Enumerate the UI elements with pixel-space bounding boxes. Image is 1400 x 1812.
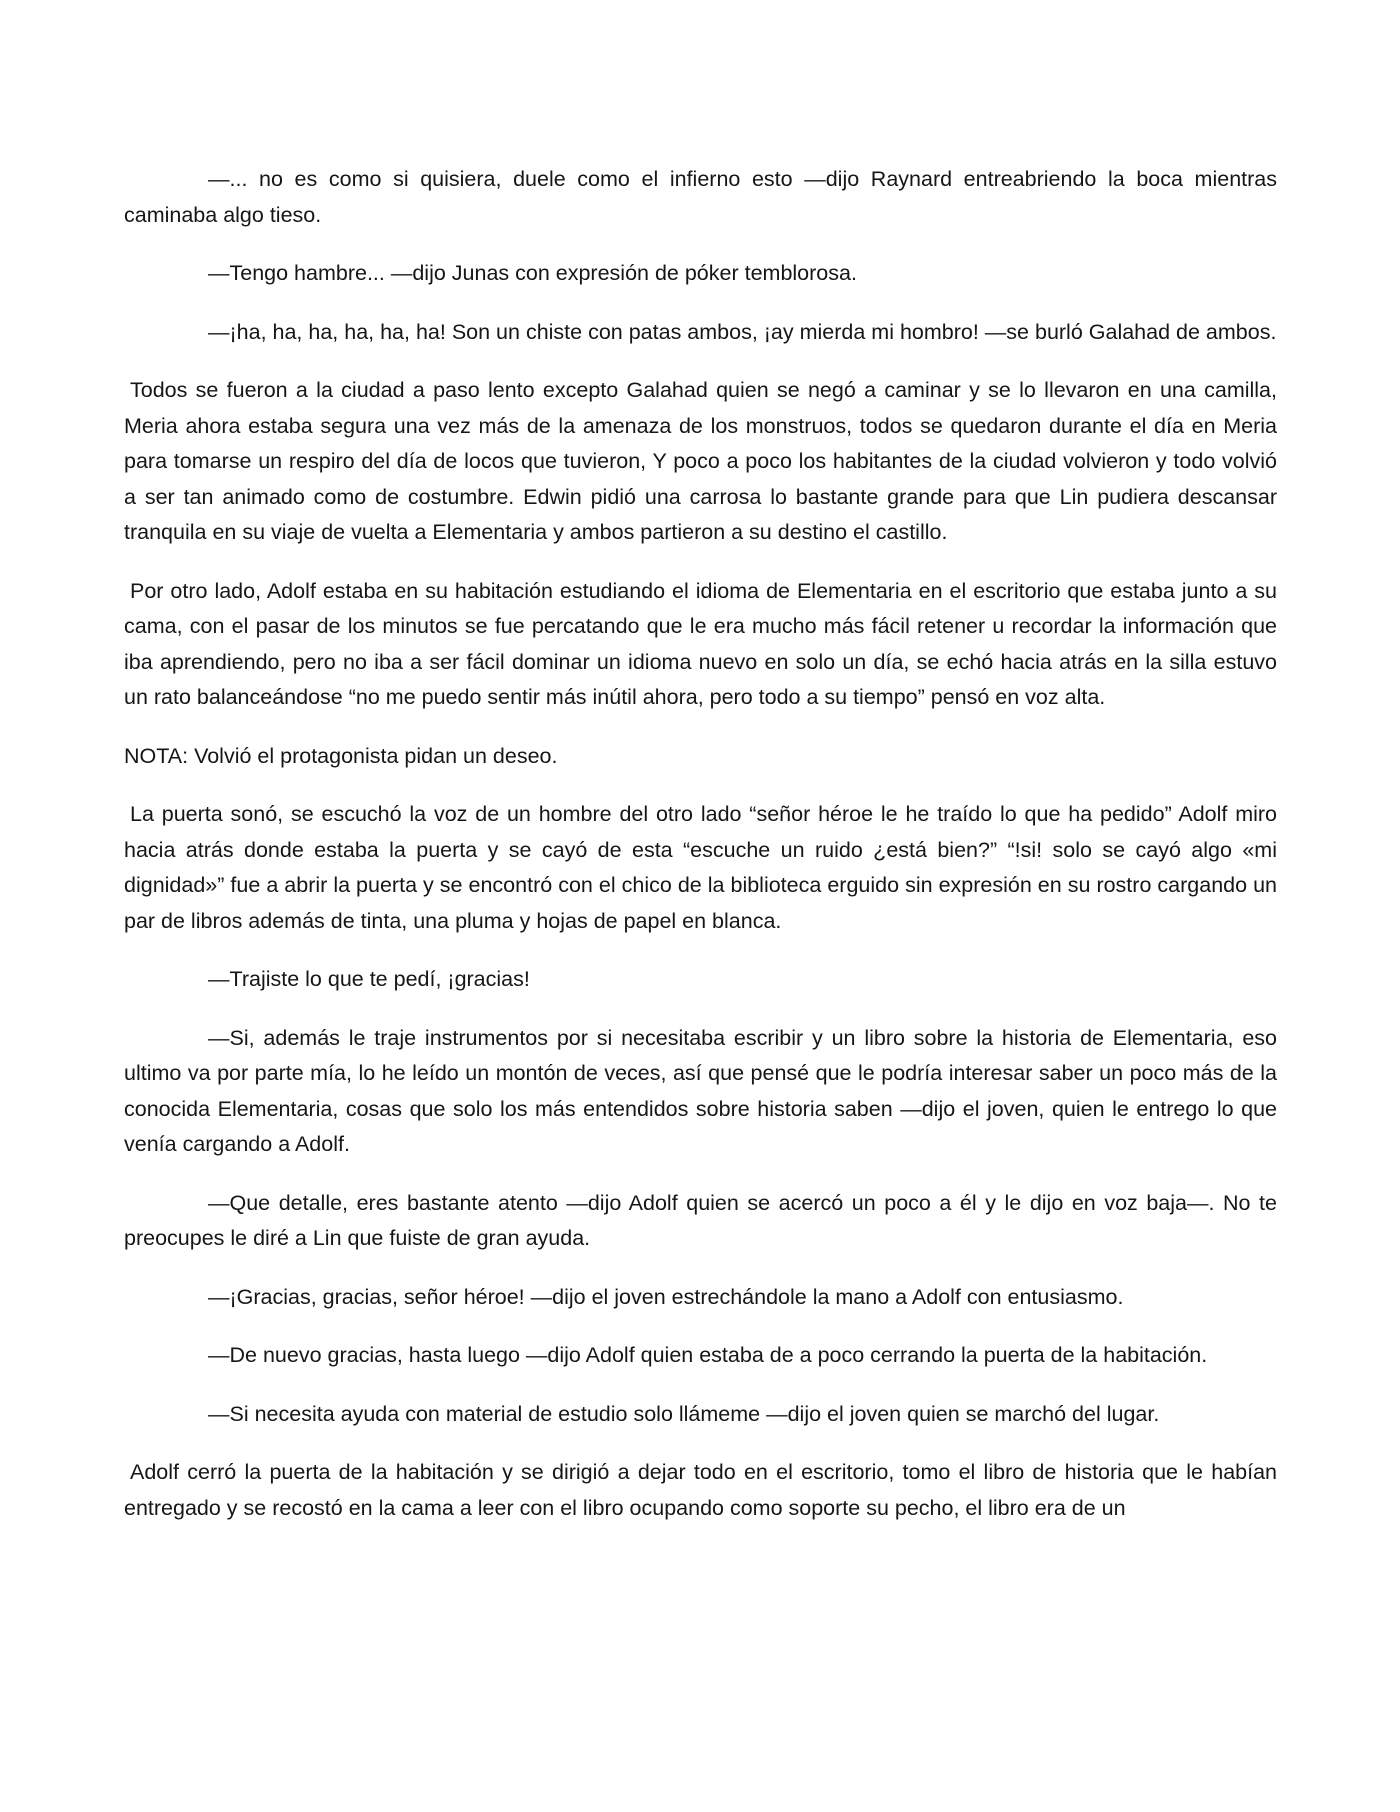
- document-page: [124, 162, 1277, 1526]
- paragraph-dialogue: —Trajiste lo que te pedí, ¡gracias!: [208, 967, 530, 991]
- paragraph-dialogue: —Tengo hambre... —dijo Junas con expresión de póker temblorosa.: [208, 261, 857, 285]
- paragraph-body: Adolf cerró la puerta de la habitación y se dirigió a dejar todo en el escritorio, tomo el libro de historia que le habían entregado y se recostó en la cama a leer con el libro ocupando como soporte su pecho, el libro era de un: [124, 1460, 1277, 1520]
- paragraph-dialogue: —Que detalle, eres bastante atento —dijo Adolf quien se acercó un poco a él y le dijo en voz baja—. No te preocupes le diré a Lin que fuiste de gran ayuda.: [124, 1190, 1277, 1250]
- paragraph-dialogue: —Si, además le traje instrumentos por si necesitaba escribir y un libro sobre la historia de Elementaria, eso ultimo va por parte mía, lo he leído un montón de veces, así que pensé que le podría interesar saber un poco más de la conocida Elementaria, cosas que solo los más entendidos sobre historia saben —dijo el joven, quien le entrego lo que venía cargando a Adolf.: [124, 1025, 1277, 1156]
- paragraph-body: Todos se fueron a la ciudad a paso lento excepto Galahad quien se negó a caminar y se lo llevaron en una camilla, Meria ahora estaba segura una vez más de la amenaza de los monstruos, todos se quedaron durante el día en Meria para tomarse un respiro del día de locos que tuvieron, Y poco a poco los habitantes de la ciudad volvieron y todo volvió a ser tan animado como de costumbre. Edwin pidió una carrosa lo bastante grande para que Lin pudiera descansar tranquila en su viaje de vuelta a Elementaria y ambos partieron a su destino el castillo.: [124, 378, 1277, 544]
- paragraph-dialogue: —¡Gracias, gracias, señor héroe! —dijo el joven estrechándole la mano a Adolf con entusiasmo.: [208, 1284, 1124, 1309]
- paragraph-dialogue: —De nuevo gracias, hasta luego —dijo Adolf quien estaba de a poco cerrando la puerta de la habitación.: [208, 1343, 1208, 1367]
- paragraph-note: NOTA: Volvió el protagonista pidan un deseo.: [124, 743, 558, 768]
- paragraph-dialogue: —¡ha, ha, ha, ha, ha, ha! Son un chiste con patas ambos, ¡ay mierda mi hombro! —se burló Galahad de ambos.: [208, 319, 1277, 344]
- paragraph-dialogue: —... no es como si quisiera, duele como el infierno esto —dijo Raynard entreabriendo la boca mientras caminaba algo tieso.: [124, 167, 1277, 227]
- paragraph-dialogue: —Si necesita ayuda con material de estudio solo llámeme —dijo el joven quien se marchó del lugar.: [208, 1401, 1160, 1426]
- paragraph-body: Por otro lado, Adolf estaba en su habitación estudiando el idioma de Elementaria en el escritorio que estaba junto a su cama, con el pasar de los minutos se fue percatando que le era mucho más fácil retener u recordar la información que iba aprendiendo, pero no iba a ser fácil dominar un idioma nuevo en solo un día, se echó hacia atrás en la silla estuvo un rato balanceándose “no me puedo sentir más inútil ahora, pero todo a su tiempo” pensó en voz alta.: [124, 578, 1277, 709]
- paragraph-body: La puerta sonó, se escuchó la voz de un hombre del otro lado “señor héroe le he traído lo que ha pedido” Adolf miro hacia atrás donde estaba la puerta y se cayó de esta “escuche un ruido ¿está bien?” “!si! solo se cayó algo «mi dignidad»” fue a abrir la puerta y se encontró con el chico de la biblioteca erguido sin expresión en su rostro cargando un par de libros además de tinta, una pluma y hojas de papel en blanca.: [124, 802, 1277, 933]
